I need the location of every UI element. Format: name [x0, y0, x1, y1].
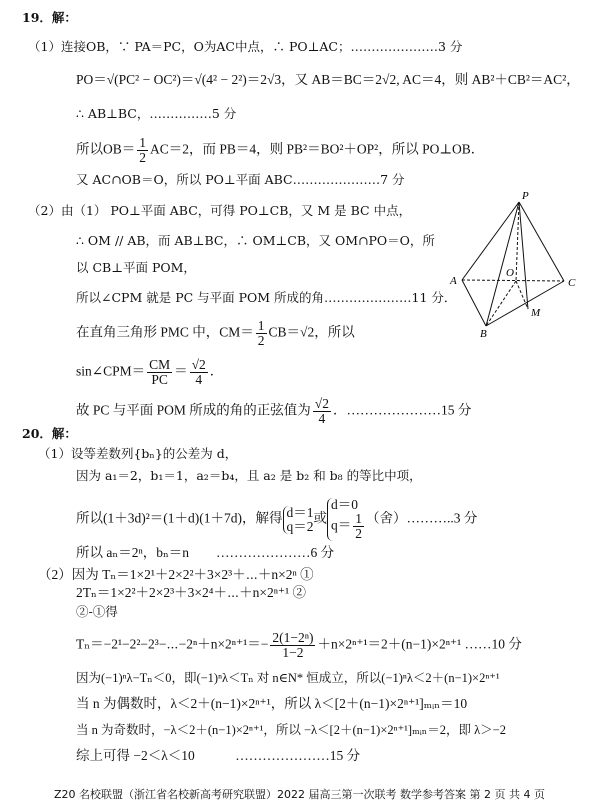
system-brace	[283, 506, 314, 534]
fraction-denominator: 1−2	[282, 645, 304, 660]
fraction	[256, 319, 267, 348]
q20-part2-line6: 当 n 为偶数时，λ＜2＋(n−1)×2ⁿ⁺¹，所以 λ＜[2＋(n−1)×2ⁿ⁺¹]ₘᵢₙ＝10	[76, 696, 468, 711]
fraction-denominator: 2	[257, 333, 265, 348]
label-m: M	[531, 307, 541, 319]
q19-part2-line6	[76, 358, 223, 387]
system-eq	[331, 512, 366, 541]
system-eq: d＝0	[331, 497, 359, 512]
label-b: B	[480, 328, 487, 338]
q20-part1-line2: 因为 a₁＝2，b₁＝1，a₂＝b₄，且 a₂ 是 b₂ 和 b₈ 的等比中项，	[76, 468, 422, 483]
q19-text: 所以OB＝	[76, 141, 136, 157]
q19-text: ＝	[174, 363, 188, 379]
q20-text: q＝	[331, 517, 352, 533]
fraction	[270, 631, 315, 660]
q19-header: 19．解：	[22, 10, 77, 25]
q20-part2-line1: （2）因为 Tₙ＝1×2¹＋2×2²＋3×2³＋⋯＋n×2ⁿ ①	[38, 567, 314, 582]
q19-part1-line3: ∴ AB⊥BC，……………5 分	[76, 106, 237, 121]
q19-text: AC＝2，而 PB＝4，则 PB²＝BO²＋OP²，所以 PO⊥OB．	[150, 141, 485, 157]
q20-part2-line8: 综上可得 −2＜λ＜10 …………………15 分	[76, 748, 361, 763]
label-a: A	[450, 275, 457, 287]
label-p: P	[522, 190, 529, 202]
edge-pc	[519, 202, 564, 281]
q20-text: （舍）………..3 分	[366, 510, 478, 526]
page-footer: Z20 名校联盟（浙江省名校新高考研究联盟）2022 届高三第一次联考 数学参考答案 第 2 页 共 4 页	[54, 788, 545, 801]
q19-part1-line5: 又 AC∩OB＝O，所以 PO⊥平面 ABC…………………7 分	[76, 172, 405, 187]
q20-text: ＋n×2ⁿ⁺¹＝2＋(n−1)×2ⁿ⁺¹ ……10 分	[317, 636, 522, 652]
q20-part2-line5: 因为(−1)ⁿλ−Tₙ＜0，即(−1)ⁿλ＜Tₙ 对 n∈N* 恒成立，所以(−1)ⁿλ＜2＋(n−1)×2ⁿ⁺¹	[76, 671, 500, 685]
fraction	[147, 358, 172, 387]
q20-part1-line1: （1）设等差数列{bₙ}的公差为 d，	[38, 446, 238, 461]
system-brace	[327, 498, 366, 541]
label-c: C	[568, 277, 576, 289]
q19-part1-line1: （1）连接OB，∵ PA＝PC，O为AC中点，∴ PO⊥AC；…………………3 分	[28, 39, 463, 54]
fraction-numerator: √2	[314, 396, 329, 411]
edge-pb	[486, 202, 519, 326]
q19-part2-line5	[76, 319, 355, 348]
q19-text: 在直角三角形 PMC 中，CM＝	[76, 324, 254, 340]
edge-ac-hidden	[462, 280, 564, 281]
q19-part1-line2: PO＝√(PC² − OC²)＝√(4² − 2²)＝2√3，又 AB＝BC＝2√2, AC＝4，则 AB²＋CB²＝AC²，	[76, 72, 580, 87]
edge-ob-hidden	[486, 281, 516, 326]
fraction-numerator: 1	[139, 135, 147, 150]
edge-ab	[462, 280, 486, 326]
q19-text: sin∠CPM＝	[76, 363, 146, 379]
q20-text: Tₙ＝−2¹−2²−2³−⋯−2ⁿ＋n×2ⁿ⁺¹＝−	[76, 636, 269, 652]
q19-text: CB＝√2，所以	[268, 324, 355, 340]
q20-part1-line4: 所以 aₙ＝2ⁿ，bₙ＝n …………………6 分	[76, 545, 335, 560]
edge-po-hidden	[516, 202, 519, 281]
q20-text: 所以(1＋3d)²＝(1＋d)(1＋7d)，解得	[76, 510, 283, 526]
q20-text: 或	[313, 510, 328, 526]
q19-text: 故 PC 与平面 POM 所成的角的正弦值为	[76, 402, 311, 418]
fraction	[313, 397, 331, 426]
label-o: O	[506, 267, 514, 279]
q19-part2-line4: 所以∠CPM 就是 PC 与平面 POM 所成的角…………………11 分．	[76, 290, 457, 305]
fraction	[137, 136, 148, 165]
fraction-numerator: 1	[257, 318, 265, 333]
system-eq: d＝1	[286, 504, 314, 520]
fraction-numerator: 1	[355, 511, 363, 526]
q19-text: ．…………………15 分	[332, 402, 472, 418]
q19-part2-line1: （2）由（1） PO⊥平面 ABC，可得 PO⊥CB，又 M 是 BC 中点，	[28, 203, 412, 218]
system-eq: q＝2	[286, 518, 314, 534]
edge-bc	[486, 281, 564, 326]
fraction	[353, 512, 364, 541]
fraction-denominator: 2	[355, 526, 363, 541]
fraction-numerator: 2(1−2ⁿ)	[272, 630, 314, 645]
fraction-denominator: PC	[151, 372, 168, 387]
q20-part1-line3	[76, 498, 477, 541]
edge-pm	[519, 202, 528, 309]
q20-part2-line7: 当 n 为奇数时，−λ＜2＋(n−1)×2ⁿ⁺¹，所以 −λ＜[2＋(n−1)×2ⁿ⁺¹]ₘᵢₙ＝2，即 λ＞−2	[76, 723, 506, 737]
q19-part1-line4	[76, 136, 484, 165]
q20-part2-line4	[76, 631, 522, 660]
q19-part2-line7	[76, 397, 471, 426]
q19-text: ．	[209, 363, 224, 379]
q19-part2-line2: ∴ OM // AB，而 AB⊥BC，∴ OM⊥CB，又 OM∩PO＝O，所	[76, 233, 435, 248]
q20-header: 20．解：	[22, 426, 77, 441]
fraction-denominator: 2	[139, 150, 147, 165]
q20-part2-line3: ②-①得	[76, 604, 118, 619]
q19-part2-line3: 以 CB⊥平面 POM，	[76, 260, 196, 275]
fraction-denominator: 4	[195, 372, 203, 387]
fraction-numerator: CM	[149, 357, 171, 372]
fraction-numerator: √2	[191, 357, 206, 372]
q20-part2-line2: 2Tₙ＝1×2²＋2×2³＋3×2⁴＋⋯＋n×2ⁿ⁺¹ ②	[76, 585, 307, 600]
fraction	[190, 358, 208, 387]
pyramid-figure	[446, 188, 586, 338]
fraction-denominator: 4	[318, 411, 326, 426]
